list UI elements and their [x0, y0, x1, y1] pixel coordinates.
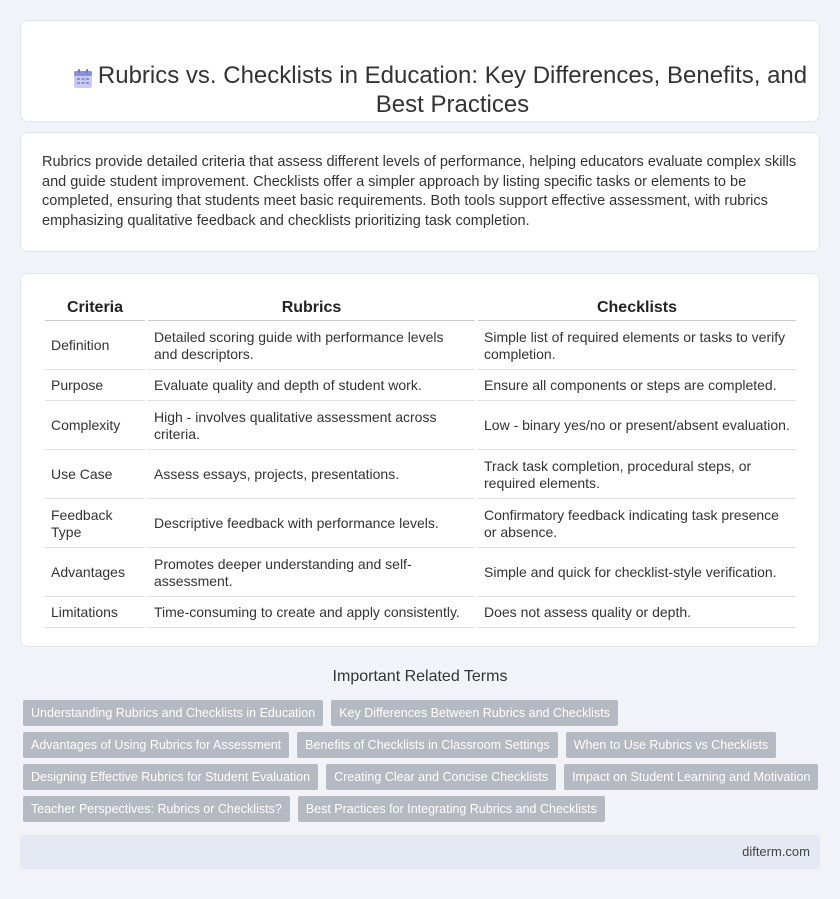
rubrics-cell: Detailed scoring guide with performance levels and descriptors. — [148, 323, 475, 370]
intro-text: Rubrics provide detailed criteria that assess different levels of performance, helping educators evaluate complex skills and guide student improvement. Checklists offer a simpler approach by listing specific tasks or elements to be completed, ensuring that students meet basic requirements. Both tools support effective assessment, with rubrics emphasizing qualitative feedback and checklists prioritizing task completion. — [42, 154, 797, 229]
related-term-tag[interactable]: When to Use Rubrics vs Checklists — [566, 732, 777, 758]
checklists-cell: Low - binary yes/no or present/absent evaluation. — [478, 403, 796, 450]
comparison-table — [42, 292, 799, 630]
intro-card — [20, 132, 820, 252]
related-term-tag[interactable]: Key Differences Between Rubrics and Checklists — [331, 700, 618, 726]
related-term-tag[interactable]: Impact on Student Learning and Motivation — [564, 764, 818, 790]
criteria-cell: Complexity — [45, 403, 145, 450]
table-header-row — [45, 294, 796, 321]
table-row — [45, 599, 796, 628]
checklists-cell: Simple and quick for checklist-style verification. — [478, 550, 796, 597]
footer-site-link[interactable]: difterm.com — [742, 844, 810, 859]
checklists-cell: Does not assess quality or depth. — [478, 599, 796, 628]
related-term-tag[interactable]: Designing Effective Rubrics for Student Evaluation — [23, 764, 318, 790]
rubrics-cell: Descriptive feedback with performance levels. — [148, 501, 475, 548]
header-rubrics: Rubrics — [148, 294, 475, 321]
checklists-cell: Confirmatory feedback indicating task presence or absence. — [478, 501, 796, 548]
related-term-tag[interactable]: Advantages of Using Rubrics for Assessment — [23, 732, 289, 758]
criteria-cell: Purpose — [45, 372, 145, 401]
checklists-cell: Track task completion, procedural steps, or required elements. — [478, 452, 796, 499]
header-checklists: Checklists — [478, 294, 796, 321]
rubrics-cell: Promotes deeper understanding and self-assessment. — [148, 550, 475, 597]
header-criteria: Criteria — [45, 294, 145, 321]
rubrics-cell: Evaluate quality and depth of student work. — [148, 372, 475, 401]
checklists-cell: Simple list of required elements or tasks to verify completion. — [478, 323, 796, 370]
rubrics-cell: Assess essays, projects, presentations. — [148, 452, 475, 499]
footer — [20, 835, 820, 869]
title-card — [20, 20, 820, 122]
table-row — [45, 403, 796, 450]
rubrics-cell: High - involves qualitative assessment across criteria. — [148, 403, 475, 450]
comparison-card — [20, 273, 820, 647]
rubrics-cell: Time-consuming to create and apply consistently. — [148, 599, 475, 628]
page-title: Rubrics vs. Checklists in Education: Key Differences, Benefits, and Best Practices — [97, 62, 808, 118]
related-term-tag[interactable]: Best Practices for Integrating Rubrics and Checklists — [298, 796, 605, 822]
related-term-tag[interactable]: Benefits of Checklists in Classroom Settings — [297, 732, 558, 758]
table-row — [45, 452, 796, 499]
related-term-tag[interactable]: Teacher Perspectives: Rubrics or Checklists? — [23, 796, 290, 822]
table-row — [45, 372, 796, 401]
criteria-cell: Advantages — [45, 550, 145, 597]
checklists-cell: Ensure all components or steps are completed. — [478, 372, 796, 401]
criteria-cell: Use Case — [45, 452, 145, 499]
related-terms-list — [23, 700, 823, 828]
related-term-tag[interactable]: Understanding Rubrics and Checklists in Education — [23, 700, 323, 726]
criteria-cell: Definition — [45, 323, 145, 370]
criteria-cell: Limitations — [45, 599, 145, 628]
calendar-icon — [71, 67, 95, 91]
table-row — [45, 501, 796, 548]
criteria-cell: Feedback Type — [45, 501, 145, 548]
related-terms-heading: Important Related Terms — [332, 668, 508, 685]
related-term-tag[interactable]: Creating Clear and Concise Checklists — [326, 764, 556, 790]
table-row — [45, 323, 796, 370]
table-row — [45, 550, 796, 597]
